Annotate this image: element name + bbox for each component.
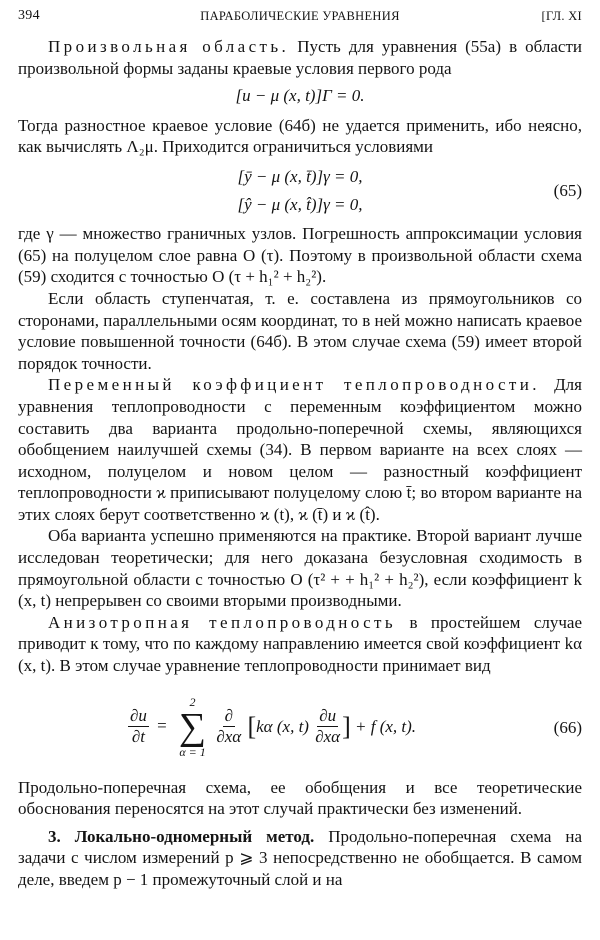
paragraph-generalizations: Продольно-поперечная схема, ее обобщения и все теоретические обоснования переносятся на этот случай практически без изменений. — [18, 777, 582, 819]
fraction-lhs — [128, 706, 149, 747]
fraction-denominator: ∂xα — [216, 727, 242, 747]
fraction-denominator: ∂xα — [315, 727, 341, 747]
paragraph-variable-coefficient — [18, 374, 582, 525]
body-text — [18, 36, 582, 891]
sum-upper-limit: 2 — [189, 694, 196, 709]
paragraph-text: Для уравнения теплопроводности с переменным коэффициентом можно составить два варианта продольно-поперечной схемы, являющихся обобщением наилучшей схемы (34). В первом варианте на всех слоях — исходном, полуцелом и новом целом — разностный коэффициент теплопроводности ϰ приписывают полуцелому слою t̄; во втором варианте на этих слоях берут соответственно ϰ (t), ϰ (t̄) и ϰ (t̂). — [18, 375, 582, 524]
paragraph-difference-condition: Тогда разностное краевое условие (64б) не удается применить, ибо неясно, как вычислять Λ₂μ. Приходится ограничиться условиями — [18, 115, 582, 157]
paragraph-heading: Произвольная область. — [48, 37, 290, 56]
paragraph-text: в простейшем случае приводит к тому, что по каждому направлению имеется свой коэффициент kα (x, t). В этом случае уравнение теплопроводности принимает вид — [18, 612, 582, 676]
paragraph-anisotropic — [18, 612, 582, 677]
fraction-numerator: ∂u — [319, 706, 337, 726]
paragraph-text: Продольно-поперечная схема на задачи с числом измерений p ⩾ 3 непосредственно не обобщается. В самом деле, введем p − 1 промежуточный слой и на — [18, 826, 582, 889]
equation-number: (66) — [553, 717, 582, 737]
equation-boundary — [18, 85, 582, 107]
page-header — [18, 6, 582, 28]
fraction-denominator: ∂t — [131, 727, 146, 747]
paragraph-text: Пусть для уравнения (55а) в области произвольной формы заданы краевые условия первого рода — [18, 37, 582, 78]
fraction-numerator: ∂u — [130, 706, 147, 726]
paragraph-locally-one-dimensional — [18, 826, 582, 891]
equation-line: [ȳ − μ (x, t̄)]γ = 0, — [237, 166, 363, 186]
section-heading: 3. Локально-одномерный метод. — [48, 826, 315, 846]
bracket-left: [ — [247, 711, 257, 741]
bracket-right: ] — [342, 711, 351, 741]
paragraph-arbitrary-domain — [18, 36, 582, 79]
paragraph-stepped-domain: Если область ступенчатая, т. е. составлена из прямоугольников со сторонами, параллельными осям координат, то в ней можно написать краевое условие повышенной точности (64б). В этом случае схема (59) имеет второй порядок точности. — [18, 288, 582, 373]
paragraph-heading: Анизотропная теплопроводность — [48, 612, 397, 632]
sum-symbol: ∑ — [179, 705, 207, 748]
sum-lower-limit: α = 1 — [179, 744, 206, 759]
fraction-numerator: ∂ — [224, 706, 233, 726]
equals-sign: = — [157, 715, 167, 735]
chapter-label: [ГЛ. XI — [541, 9, 582, 23]
summation — [179, 695, 206, 759]
equation-tail: + f (x, t). — [355, 716, 417, 736]
paragraph-approximation-error: где γ — множество граничных узлов. Погрешность аппроксимации условия (65) на полуцелом слое равна O (τ). Поэтому в произвольной области схема (59) сходится с точностью O (τ + h₁² + h₂²). — [18, 224, 582, 287]
equation-line: [ŷ − μ (x, t̂)]γ = 0, — [237, 194, 363, 214]
equation-65 — [18, 166, 582, 215]
equation-number: (65) — [553, 180, 582, 200]
paragraph-both-variants: Оба варианта успешно применяются на практике. Второй вариант лучше исследован теоретически; для него доказана безусловная сходимость в прямоугольной области с точностью O (τ² + + h₁² + h₂²), если коэффициент k (x, t) непрерывен со своими вторыми производными. — [18, 526, 582, 611]
equation-content — [128, 695, 416, 759]
paragraph-heading: Переменный коэффициент теплопроводности. — [48, 375, 540, 395]
coefficient-term: kα (x, t) — [256, 716, 309, 736]
fraction-derivative — [214, 706, 243, 747]
fraction-inner — [313, 706, 342, 747]
running-title: ПАРАБОЛИЧЕСКИЕ УРАВНЕНИЯ — [200, 9, 400, 23]
page-number: 394 — [18, 8, 40, 23]
equation-66 — [18, 685, 582, 769]
equation-text: [u − μ (x, t)]Γ = 0. — [235, 86, 365, 106]
